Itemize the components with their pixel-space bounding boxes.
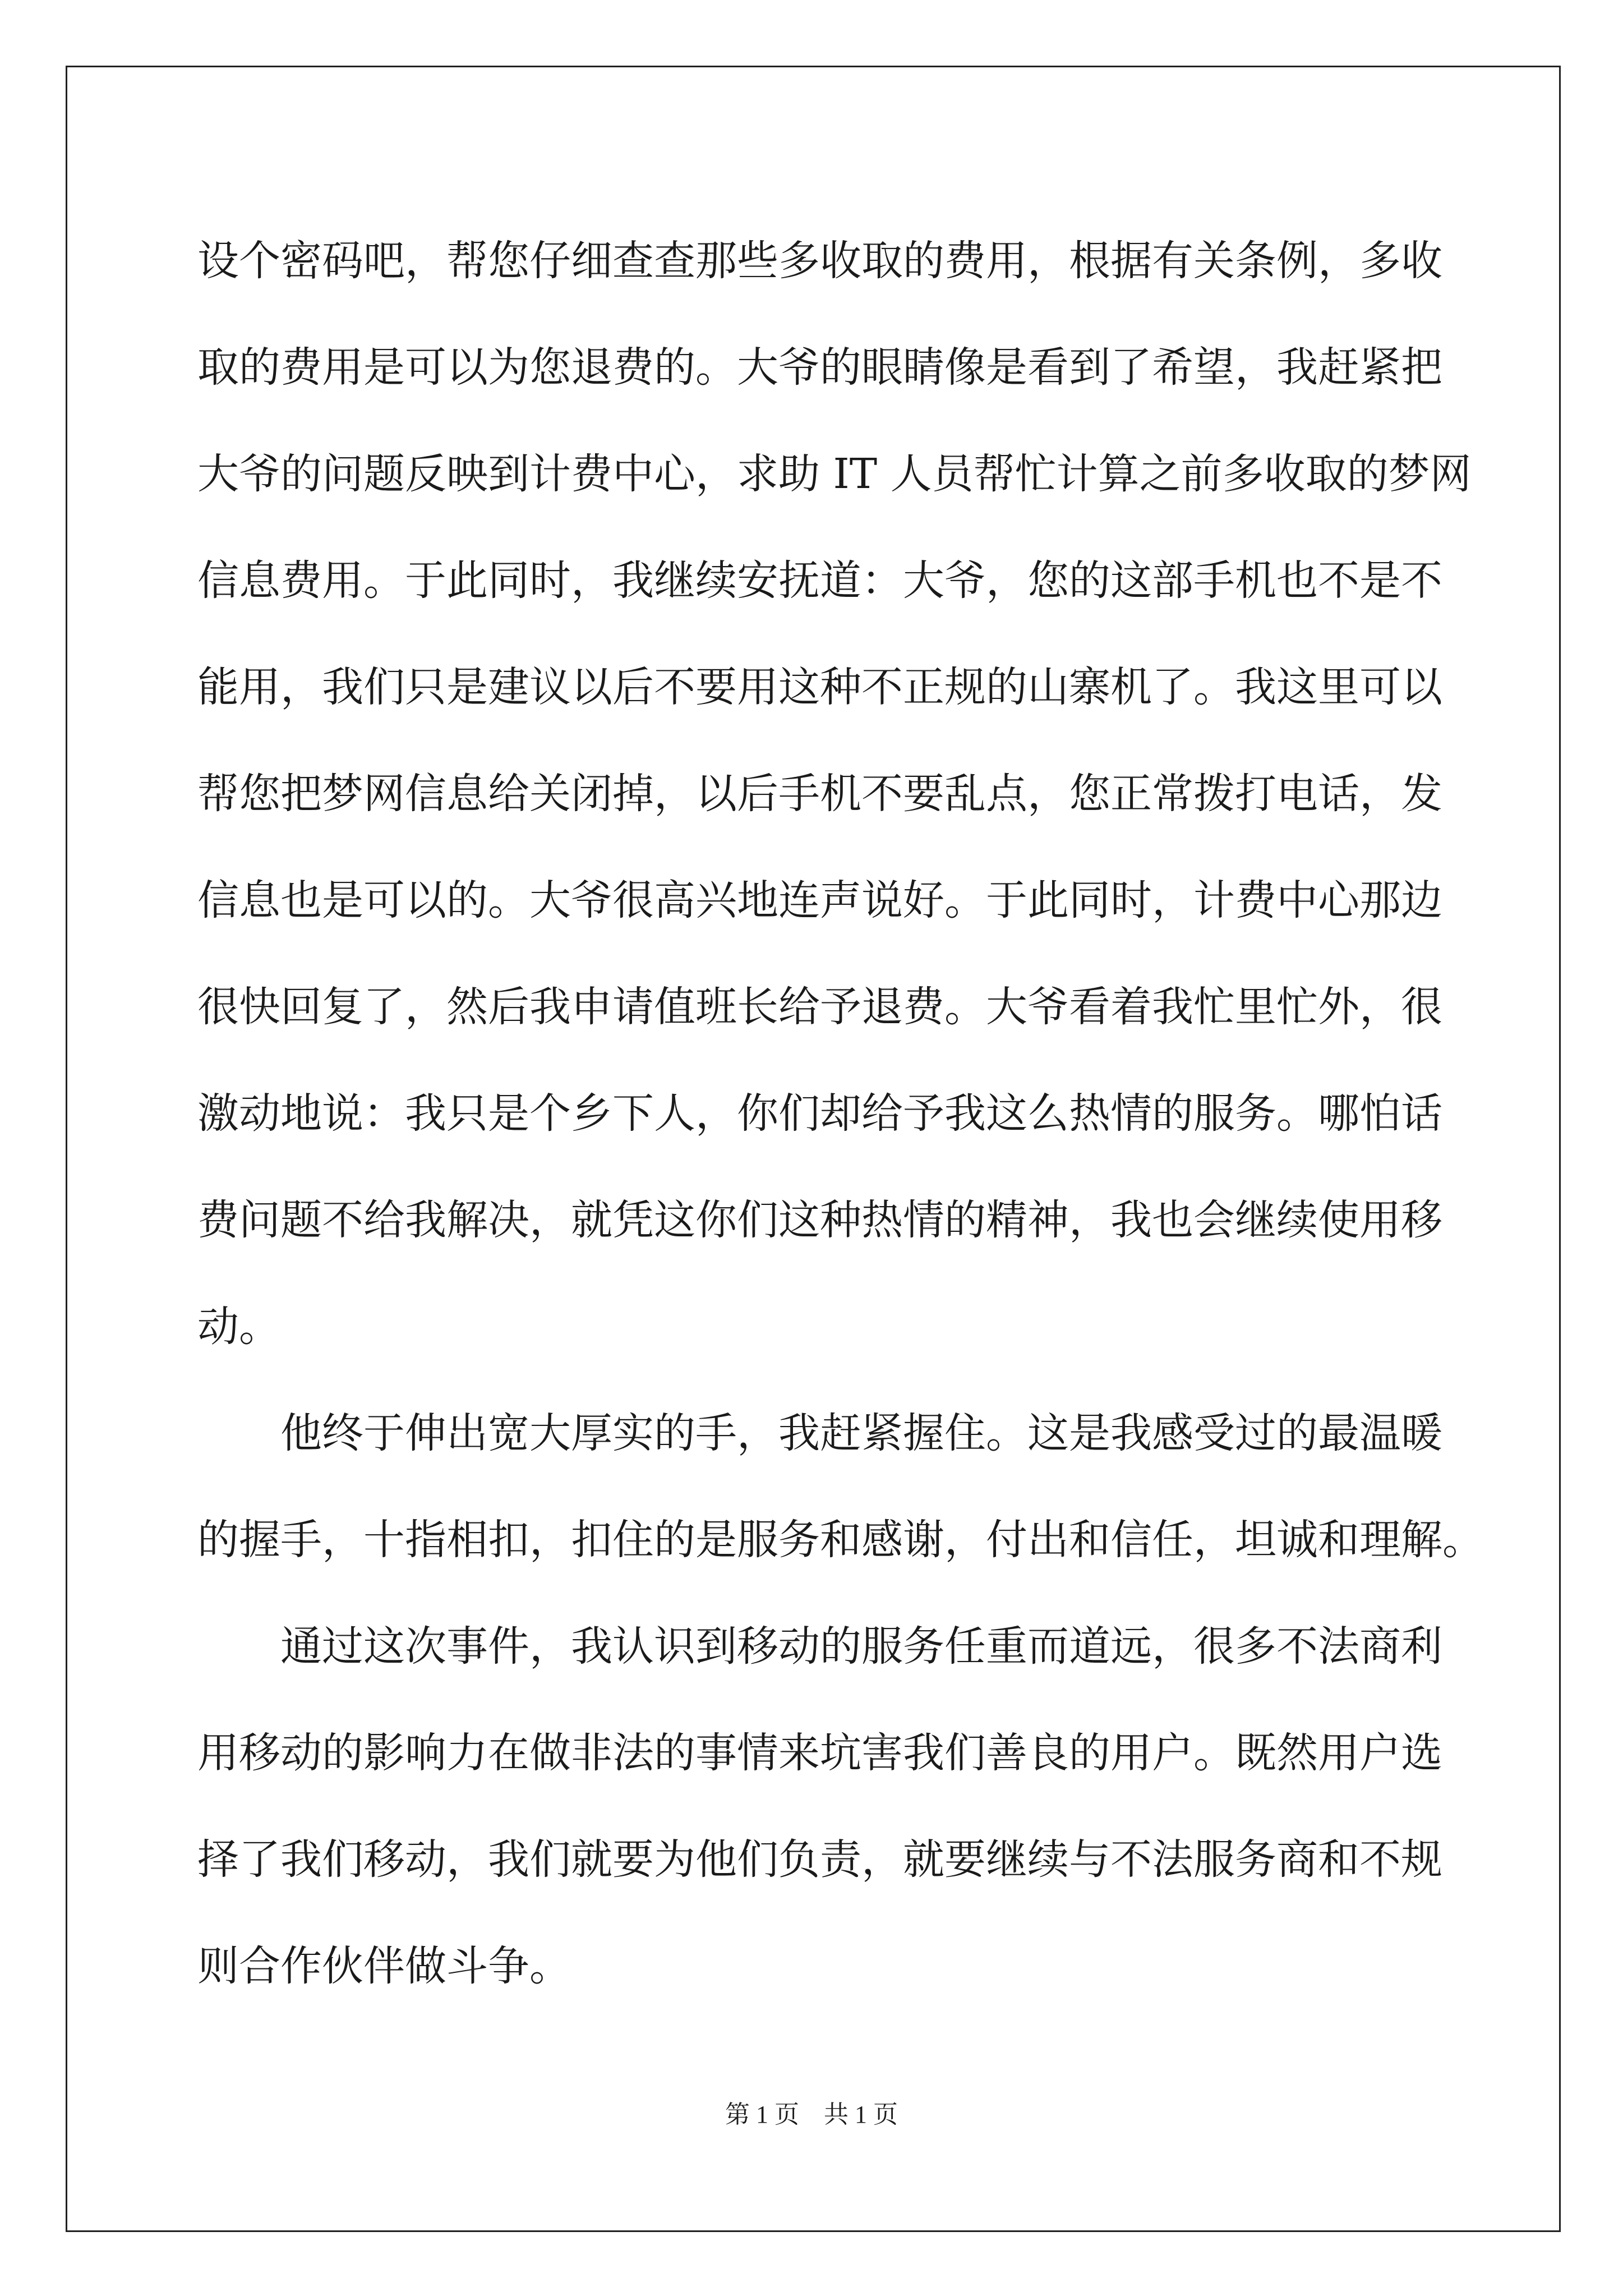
text-line: 能用，我们只是建议以后不要用这种不正规的山寨机了。我这里可以 (197, 663, 1442, 711)
text-line: 设个密码吧，帮您仔细查查那些多收取的费用，根据有关条例，多收 (197, 237, 1442, 285)
text-line: 通过这次事件，我认识到移动的服务任重而道远，很多不法商利 (280, 1622, 1442, 1671)
text-line: 择了我们移动，我们就要为他们负责，就要继续与不法服务商和不规 (197, 1835, 1442, 1884)
paragraph-2 (197, 1380, 1484, 1593)
text-line: 激动地说：我只是个乡下人，你们却给予我这么热情的服务。哪怕话 (197, 1089, 1442, 1138)
text-line: 的握手，十指相扣，扣住的是服务和感谢，付出和信任，坦诚和理解。 (197, 1516, 1484, 1564)
text-line: 很快回复了，然后我申请值班长给予退费。大爷看着我忙里忙外，很 (197, 983, 1442, 1031)
page-number: 第 1 页 (725, 2101, 799, 2128)
paragraph-1 (197, 208, 1472, 1380)
page-footer (0, 2098, 1623, 2132)
text-line: 信息费用。于此同时，我继续安抚道：大爷，您的这部手机也不是不 (197, 556, 1442, 605)
document-body (197, 208, 1484, 2019)
text-line: 信息也是可以的。大爷很高兴地连声说好。于此同时，计费中心那边 (197, 876, 1442, 924)
paragraph-3 (197, 1593, 1442, 2019)
text-line: 取的费用是可以为您退费的。大爷的眼睛像是看到了希望，我赶紧把 (197, 343, 1442, 392)
text-line: 则合作伙伴做斗争。 (197, 1942, 571, 1990)
text-line: 他终于伸出宽大厚实的手，我赶紧握住。这是我感受过的最温暖 (280, 1409, 1442, 1457)
text-line: 用移动的影响力在做非法的事情来坑害我们善良的用户。既然用户选 (197, 1729, 1442, 1777)
text-line: 大爷的问题反映到计费中心，求助 IT 人员帮忙计算之前多收取的梦网 (197, 450, 1472, 498)
text-line: 帮您把梦网信息给关闭掉，以后手机不要乱点，您正常拨打电话，发 (197, 770, 1442, 818)
page-total: 共 1 页 (824, 2101, 898, 2128)
text-line: 动。 (197, 1303, 280, 1351)
text-line: 费问题不给我解决，就凭这你们这种热情的精神，我也会继续使用移 (197, 1196, 1442, 1244)
